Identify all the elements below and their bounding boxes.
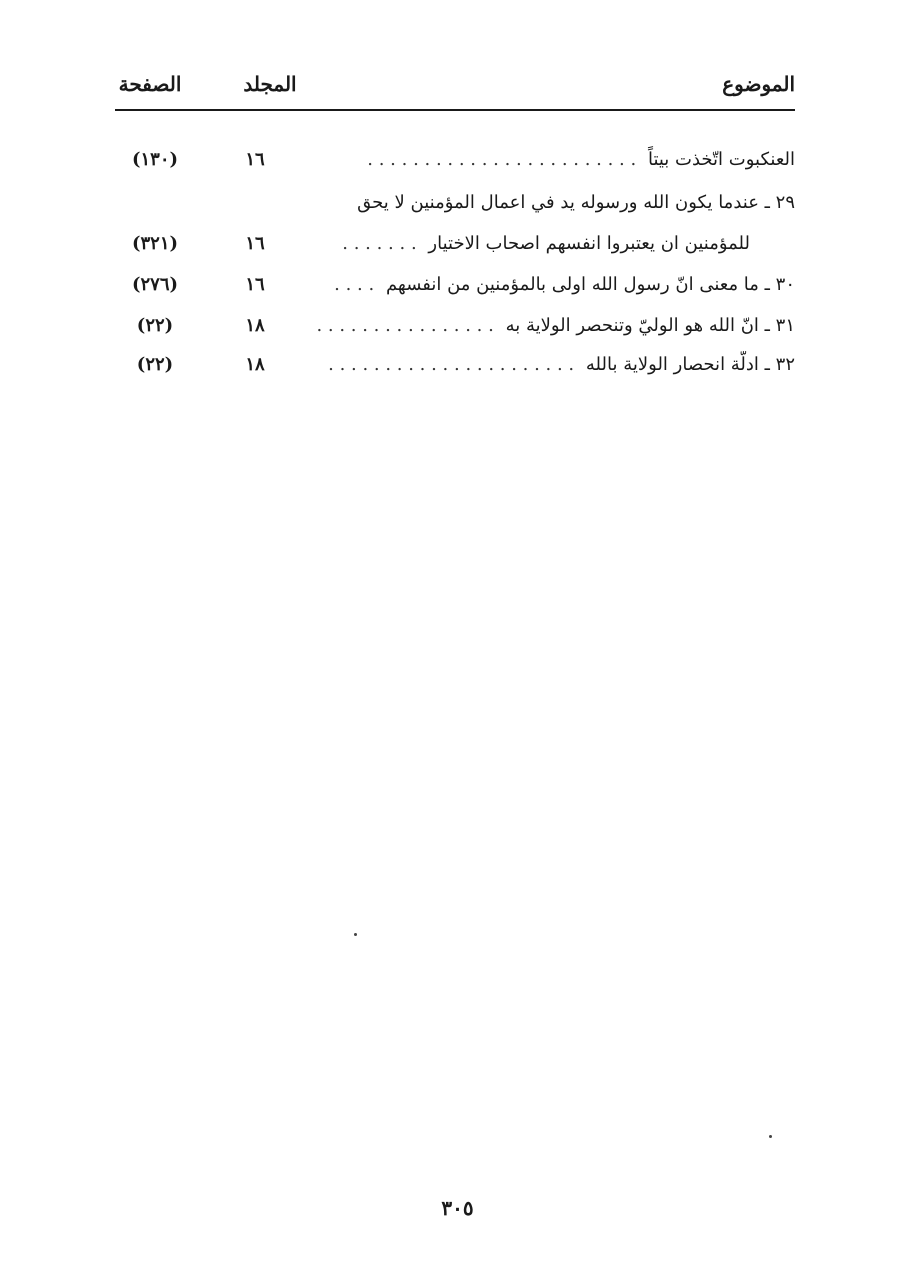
toc-topic-text: للمؤمنين ان يعتبروا انفسهم اصحاب الاختيار: [422, 233, 750, 254]
toc-volume: ١٦: [245, 149, 265, 170]
toc-leader: . . . . . . .: [342, 233, 417, 254]
scan-speck: [769, 1135, 772, 1138]
toc-page: (١٣٠): [131, 149, 179, 170]
header-topic: الموضوع: [722, 72, 795, 96]
toc-row: [0, 146, 915, 186]
toc-topic: [315, 271, 795, 299]
scan-speck: [354, 933, 357, 936]
toc-leader: . . . . . . . . . . . . . . . . . . . . . . . .: [367, 149, 637, 170]
toc-page: (٣٢١): [131, 233, 179, 254]
toc-volume: ١٨: [245, 354, 265, 375]
toc-topic: [315, 230, 750, 258]
toc-volume: ١٦: [245, 274, 265, 295]
toc-topic: [315, 189, 795, 217]
toc-row: [0, 271, 915, 311]
page-number: ٣٠٥: [441, 1196, 474, 1220]
toc-page: (٢٢): [136, 315, 174, 336]
toc-topic: [315, 312, 795, 340]
header-rule: [115, 109, 795, 111]
toc-page: (٢٢): [136, 354, 174, 375]
toc-volume: ١٦: [245, 233, 265, 254]
toc-topic-text: ٢٩ ـ عندما يكون الله ورسوله يد في اعمال المؤمنين لا يحق: [351, 192, 795, 213]
toc-topic-text: ٣١ ـ انّ الله هو الوليّ وتنحصر الولاية به: [500, 315, 795, 336]
toc-row: [0, 230, 915, 270]
toc-leader: . . . .: [334, 274, 375, 295]
header-volume: المجلد: [243, 72, 297, 96]
toc-topic: [315, 351, 795, 379]
toc-row: [0, 189, 915, 229]
toc-topic-text: ٣٢ ـ ادلّة انحصار الولاية بالله: [580, 354, 795, 375]
toc-page: (٢٧٦): [131, 274, 179, 295]
toc-topic-text: ٣٠ ـ ما معنى انّ رسول الله اولى بالمؤمنين من انفسهم: [380, 274, 795, 295]
toc-leader: . . . . . . . . . . . . . . . .: [316, 315, 494, 336]
toc-row: [0, 351, 915, 391]
toc-leader: . . . . . . . . . . . . . . . . . . . . . .: [328, 354, 575, 375]
toc-row: [0, 312, 915, 352]
header-page: الصفحة: [118, 72, 182, 96]
toc-volume: ١٨: [245, 315, 265, 336]
toc-topic-text: العنكبوت اتّخذت بيتاً: [642, 149, 795, 170]
toc-topic: [315, 146, 795, 174]
